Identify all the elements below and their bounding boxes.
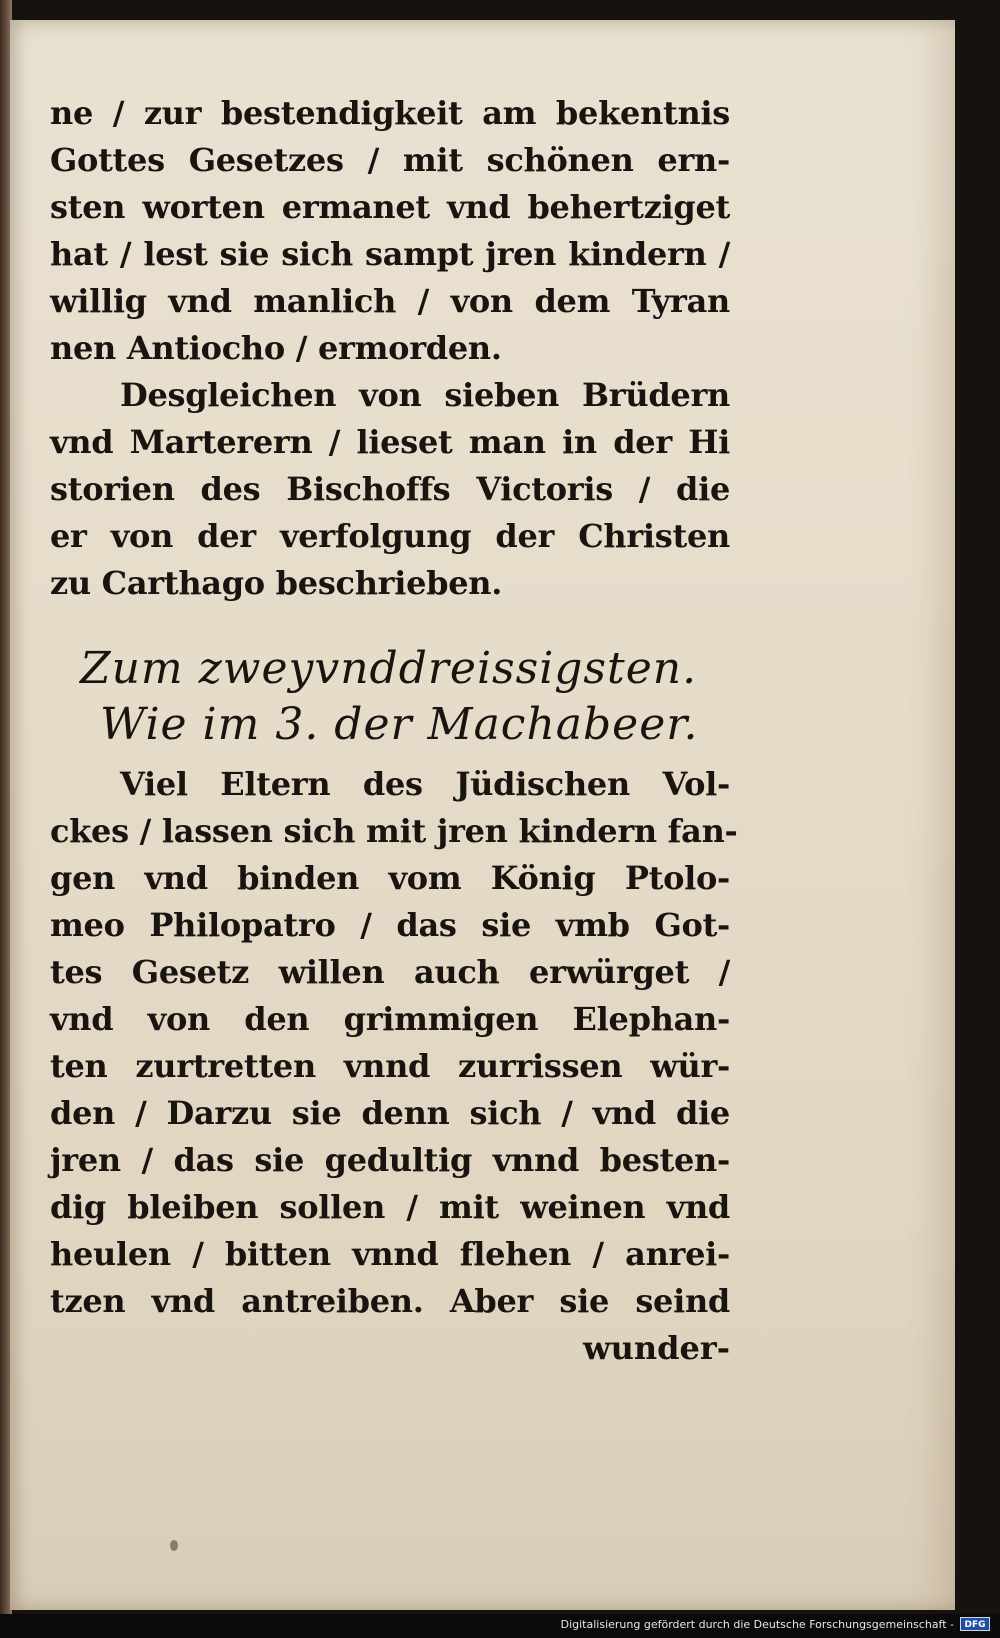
text-line: Viel Eltern des Jüdischen Vol- bbox=[120, 765, 730, 803]
heading-line: Wie im 3. der Machabeer. bbox=[100, 699, 699, 750]
page-text bbox=[50, 90, 738, 1372]
text-line: ten zurtretten vnnd zurrissen wür- bbox=[50, 1047, 730, 1085]
text-line: den / Darzu sie denn sich / vnd die bbox=[50, 1094, 730, 1132]
chapter-heading bbox=[50, 641, 730, 753]
text-line: meo Philopatro / das sie vmb Got- bbox=[50, 906, 730, 944]
text-line: Desgleichen von sieben Brüdern bbox=[120, 376, 730, 414]
paragraph-2 bbox=[50, 372, 730, 607]
paragraph-3 bbox=[50, 761, 738, 1325]
text-line: tzen vnd antreiben. Aber sie seind bbox=[50, 1282, 730, 1320]
text-line: dig bleiben sollen / mit weinen vnd bbox=[50, 1188, 730, 1226]
ink-spot bbox=[170, 1540, 178, 1551]
text-line: hat / lest sie sich sampt jren kindern / bbox=[50, 235, 730, 273]
text-line: sten worten ermanet vnd behertziget bbox=[50, 188, 730, 226]
catchword: wunder- bbox=[583, 1329, 730, 1367]
text-line: nen Antiocho / ermorden. bbox=[50, 329, 502, 367]
text-line: vnd Marterern / lieset man in der Hi bbox=[50, 423, 730, 461]
footer-attribution: Digitalisierung gefördert durch die Deutsche Forschungsgemeinschaft - bbox=[560, 1618, 954, 1631]
text-line: gen vnd binden vom König Ptolo- bbox=[50, 859, 730, 897]
text-line: er von der verfolgung der Christen bbox=[50, 517, 730, 555]
heading-line: Zum zweyvnddreissigsten. bbox=[80, 643, 698, 694]
paragraph-1 bbox=[50, 90, 730, 372]
text-line: zu Carthago beschrieben. bbox=[50, 564, 503, 602]
book-page bbox=[10, 20, 955, 1610]
text-line: ne / zur bestendigkeit am bekentnis bbox=[50, 94, 730, 132]
dfg-logo-icon: DFG bbox=[960, 1617, 990, 1631]
text-line: jren / das sie gedultig vnnd besten- bbox=[50, 1141, 730, 1179]
text-line: heulen / bitten vnnd flehen / anrei- bbox=[50, 1235, 730, 1273]
text-line: tes Gesetz willen auch erwürget / bbox=[50, 953, 730, 991]
text-line: vnd von den grimmigen Elephan- bbox=[50, 1000, 730, 1038]
text-line: Gottes Gesetzes / mit schönen ern- bbox=[50, 141, 730, 179]
text-line: willig vnd manlich / von dem Tyran bbox=[50, 282, 730, 320]
text-line: ckes / lassen sich mit jren kindern fan- bbox=[50, 812, 738, 850]
text-line: storien des Bischoffs Victoris / die bbox=[50, 470, 730, 508]
